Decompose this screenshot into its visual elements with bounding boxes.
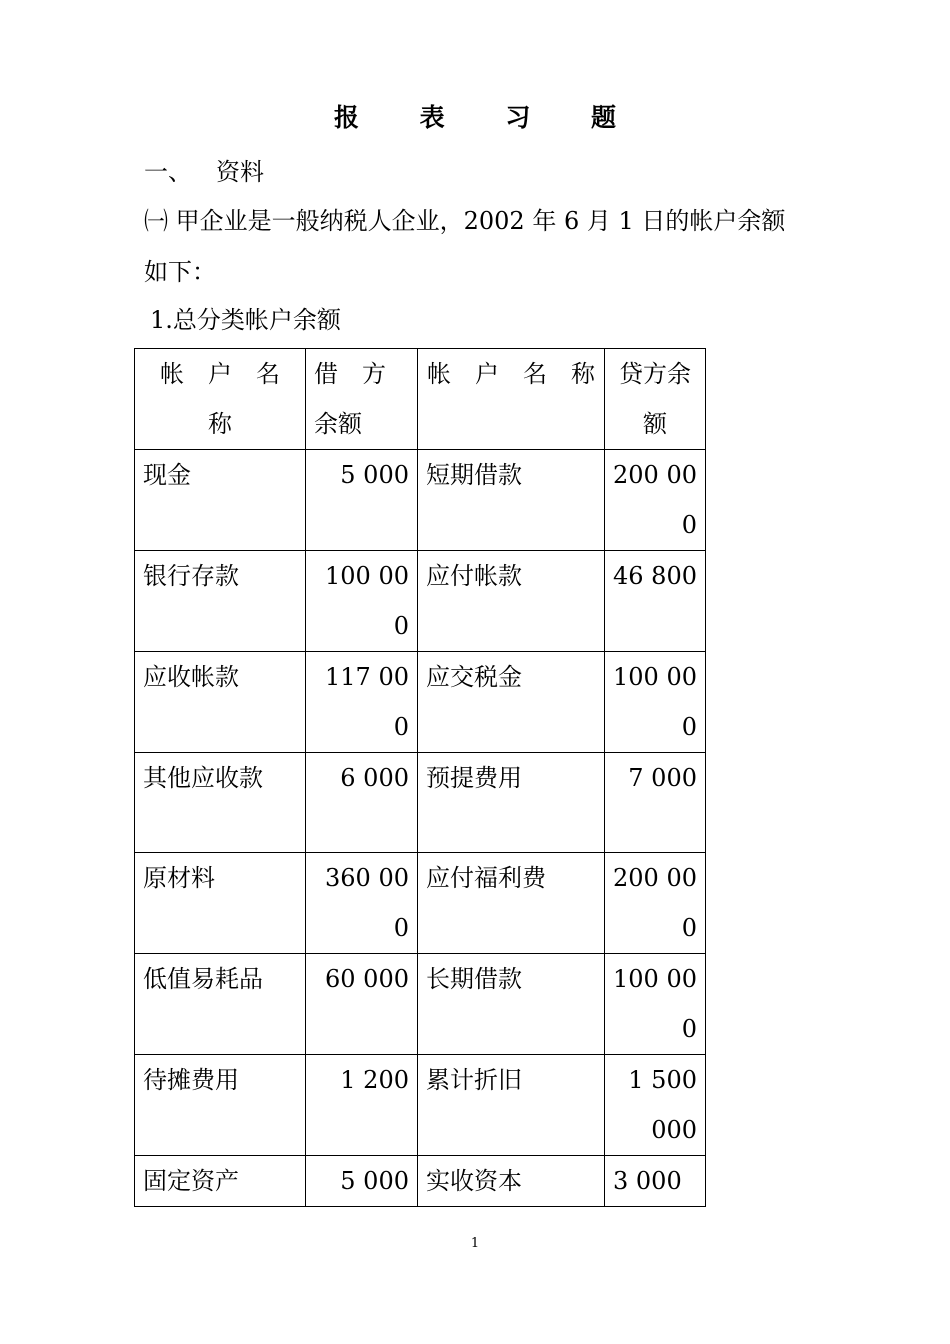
table-row <box>135 1055 706 1156</box>
table-row <box>135 853 706 954</box>
debit-account-name: 原材料 <box>135 853 306 954</box>
table-row <box>135 954 706 1055</box>
credit-balance: 3 000 <box>605 1156 706 1207</box>
debit-balance: 1 200 <box>306 1055 418 1156</box>
page-title: 报 表 习 题 <box>333 103 643 132</box>
header-debit-account-name: 帐 户 名 称 <box>135 349 306 450</box>
section-label: 资料 <box>216 158 264 186</box>
paragraph-line-2: 如下： <box>144 258 216 286</box>
credit-balance: 200 000 <box>605 450 706 551</box>
credit-account-name: 累计折旧 <box>418 1055 605 1156</box>
table-row <box>135 551 706 652</box>
credit-balance: 1 500 000 <box>605 1055 706 1156</box>
header-debit-balance: 借 方余额 <box>306 349 418 450</box>
debit-account-name: 待摊费用 <box>135 1055 306 1156</box>
debit-balance: 6 000 <box>306 753 418 853</box>
debit-balance: 60 000 <box>306 954 418 1055</box>
debit-account-name: 银行存款 <box>135 551 306 652</box>
section-marker: 一、 <box>144 158 192 186</box>
header-credit-account-name: 帐 户 名 称 <box>418 349 605 450</box>
credit-account-name: 长期借款 <box>418 954 605 1055</box>
section-heading <box>144 152 264 187</box>
credit-account-name: 应付福利费 <box>418 853 605 954</box>
credit-balance: 200 000 <box>605 853 706 954</box>
credit-account-name: 短期借款 <box>418 450 605 551</box>
credit-account-name: 实收资本 <box>418 1156 605 1207</box>
page-number: 1 <box>470 1236 480 1251</box>
debit-balance: 5 000 <box>306 450 418 551</box>
credit-balance: 100 000 <box>605 954 706 1055</box>
table-row <box>135 652 706 753</box>
debit-account-name: 应收帐款 <box>135 652 306 753</box>
paragraph-line-1: ㈠ 甲企业是一般纳税人企业，2002 年 6 月 1 日的帐户余额 <box>144 207 786 235</box>
account-balance-table <box>134 348 706 1207</box>
credit-account-name: 预提费用 <box>418 753 605 853</box>
credit-balance: 7 000 <box>605 753 706 853</box>
credit-balance: 100 000 <box>605 652 706 753</box>
debit-account-name: 其他应收款 <box>135 753 306 853</box>
debit-balance: 5 000 <box>306 1156 418 1207</box>
table-header-row <box>135 349 706 450</box>
subheading: 1.总分类帐户余额 <box>150 306 341 334</box>
debit-account-name: 低值易耗品 <box>135 954 306 1055</box>
table-row <box>135 450 706 551</box>
credit-balance: 46 800 <box>605 551 706 652</box>
credit-account-name: 应付帐款 <box>418 551 605 652</box>
debit-account-name: 现金 <box>135 450 306 551</box>
table-row <box>135 753 706 853</box>
credit-account-name: 应交税金 <box>418 652 605 753</box>
header-credit-balance: 贷方余额 <box>605 349 706 450</box>
debit-balance: 117 000 <box>306 652 418 753</box>
table-row <box>135 1156 706 1207</box>
debit-balance: 100 000 <box>306 551 418 652</box>
debit-balance: 360 000 <box>306 853 418 954</box>
debit-account-name: 固定资产 <box>135 1156 306 1207</box>
